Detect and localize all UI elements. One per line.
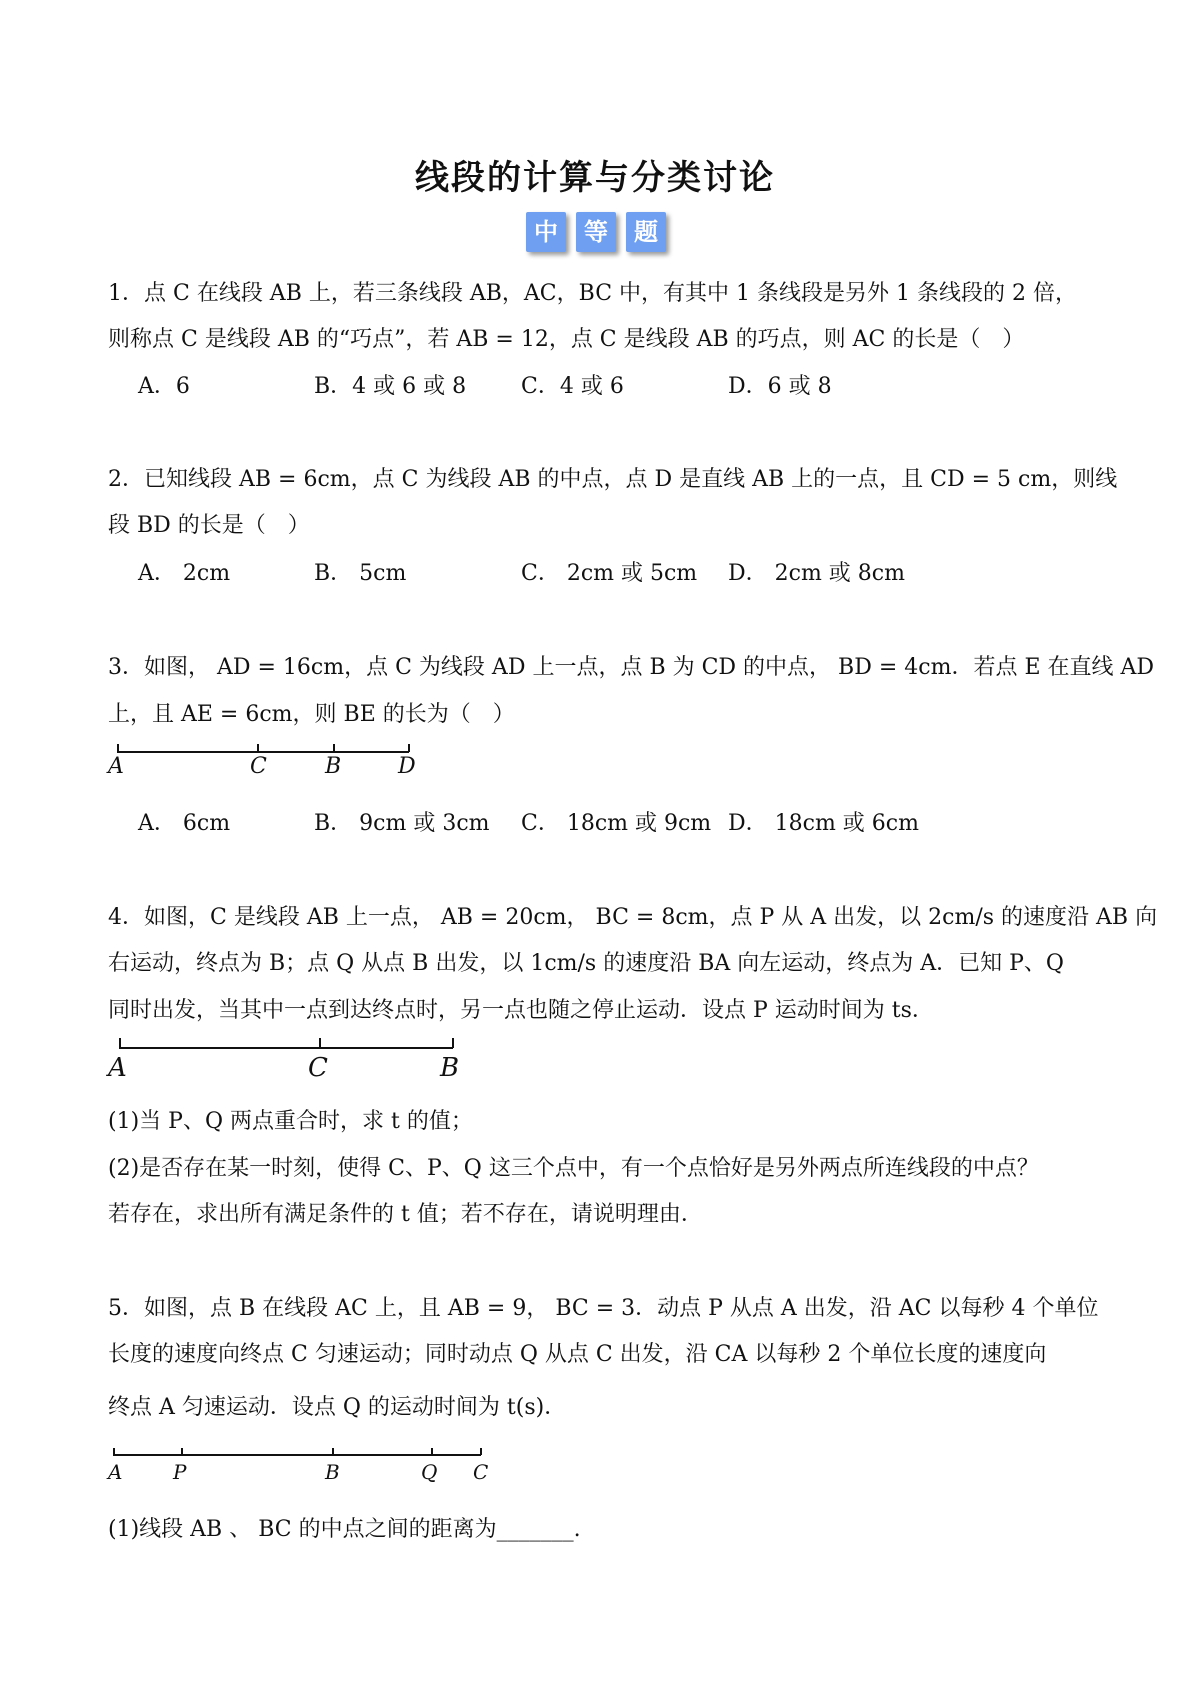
- q3-stem-line2: 上，且 AE = 6cm，则 BE 的长为（ ）: [108, 702, 515, 727]
- q5-tick-p: [181, 1448, 183, 1455]
- q5-subquestion-1: (1)线段 AB 、 BC 的中点之间的距离为_______.: [108, 1517, 581, 1542]
- q4-label-b: B: [440, 1053, 460, 1083]
- q3-option-c: C． 18cm 或 9cm: [521, 811, 712, 836]
- q3-tick-d: [408, 744, 410, 752]
- q5-segment-ac: [113, 1454, 481, 1456]
- q3-option-a: A． 6cm: [138, 811, 231, 836]
- q3-options: [138, 806, 919, 837]
- q3-label-c: C: [250, 754, 267, 779]
- q2-option-b: B． 5cm: [314, 561, 407, 586]
- q1-stem-line1: 1．点 C 在线段 AB 上，若三条线段 AB，AC，BC 中，有其中 1 条线段是另外 1 条线段的 2 倍，: [108, 281, 1077, 306]
- difficulty-badges: [526, 212, 666, 252]
- q5-label-b: B: [325, 1460, 340, 1484]
- q5-label-q: Q: [421, 1460, 438, 1484]
- q4-stem-line2: 右运动，终点为 B；点 Q 从点 B 出发，以 1cm/s 的速度沿 BA 向左运动，终点为 A．已知 P、Q: [108, 951, 1064, 976]
- q1-option-c: C．4 或 6: [521, 374, 624, 399]
- q1-options: [138, 369, 832, 400]
- q4-stem-line3: 同时出发，当其中一点到达终点时，另一点也随之停止运动．设点 P 运动时间为 ts．: [108, 998, 934, 1023]
- q4-segment-ab: [119, 1047, 453, 1049]
- q3-label-b: B: [325, 754, 342, 779]
- badge-medium-2: 等: [576, 212, 616, 252]
- q3-label-a: A: [108, 754, 124, 779]
- q5-stem-line1: 5．如图，点 B 在线段 AC 上，且 AB = 9， BC = 3．动点 P 从点 A 出发，沿 AC 以每秒 4 个单位: [108, 1296, 1099, 1321]
- q5-tick-q: [431, 1448, 433, 1455]
- q4-label-a: A: [108, 1053, 127, 1083]
- q2-option-a: A． 2cm: [138, 561, 231, 586]
- q4-stem-line1: 4．如图，C 是线段 AB 上一点， AB = 20cm， BC = 8cm，点 P 从 A 出发，以 2cm/s 的速度沿 AB 向: [108, 905, 1158, 930]
- q5-tick-a: [113, 1448, 115, 1455]
- q2-stem-line1: 2．已知线段 AB = 6cm，点 C 为线段 AB 的中点，点 D 是直线 AB 上的一点，且 CD = 5 cm，则线: [108, 467, 1118, 492]
- q2-options: [138, 556, 905, 587]
- q5-tick-b: [332, 1448, 334, 1455]
- q3-tick-a: [117, 744, 119, 752]
- q3-tick-b: [333, 744, 335, 752]
- q4-subquestion-2b: 若存在，求出所有满足条件的 t 值；若不存在，请说明理由．: [108, 1202, 703, 1227]
- q5-label-c: C: [473, 1460, 489, 1484]
- q4-tick-b: [452, 1038, 454, 1048]
- q3-label-d: D: [398, 754, 416, 779]
- q1-stem-line2: 则称点 C 是线段 AB 的“巧点”，若 AB = 12，点 C 是线段 AB 的巧点，则 AC 的长是（ ）: [108, 327, 1025, 352]
- q4-subquestion-1: (1)当 P、Q 两点重合时，求 t 的值；: [108, 1109, 473, 1134]
- page-title: 线段的计算与分类讨论: [415, 158, 775, 198]
- q1-option-a: A．6: [138, 374, 190, 399]
- q1-option-b: B．4 或 6 或 8: [314, 374, 467, 399]
- q3-segment-ad: [117, 751, 409, 753]
- q4-subquestion-2a: (2)是否存在某一时刻，使得 C、P、Q 这三个点中，有一个点恰好是另外两点所连线段的中点？: [108, 1156, 1039, 1181]
- q1-option-d: D．6 或 8: [728, 374, 832, 399]
- q4-tick-c: [319, 1038, 321, 1048]
- q3-tick-c: [257, 744, 259, 752]
- q2-option-c: C． 2cm 或 5cm: [521, 561, 698, 586]
- q2-option-d: D． 2cm 或 8cm: [728, 561, 905, 586]
- badge-medium-1: 中: [526, 212, 566, 252]
- q5-label-p: P: [173, 1460, 187, 1484]
- badge-medium-3: 题: [626, 212, 666, 252]
- q5-label-a: A: [108, 1460, 123, 1484]
- q4-label-c: C: [308, 1053, 328, 1083]
- q5-stem-line2: 长度的速度向终点 C 匀速运动；同时动点 Q 从点 C 出发，沿 CA 以每秒 2 个单位长度的速度向: [108, 1342, 1047, 1367]
- q5-tick-c: [480, 1448, 482, 1455]
- q3-option-b: B． 9cm 或 3cm: [314, 811, 490, 836]
- q3-stem-line1: 3．如图， AD = 16cm，点 C 为线段 AD 上一点，点 B 为 CD 的中点， BD = 4cm．若点 E 在直线 AD: [108, 655, 1155, 680]
- q2-stem-line2: 段 BD 的长是（ ）: [108, 513, 310, 538]
- q3-option-d: D． 18cm 或 6cm: [728, 811, 919, 836]
- q5-stem-line3: 终点 A 匀速运动．设点 Q 的运动时间为 t(s)．: [108, 1395, 567, 1420]
- q4-tick-a: [119, 1038, 121, 1048]
